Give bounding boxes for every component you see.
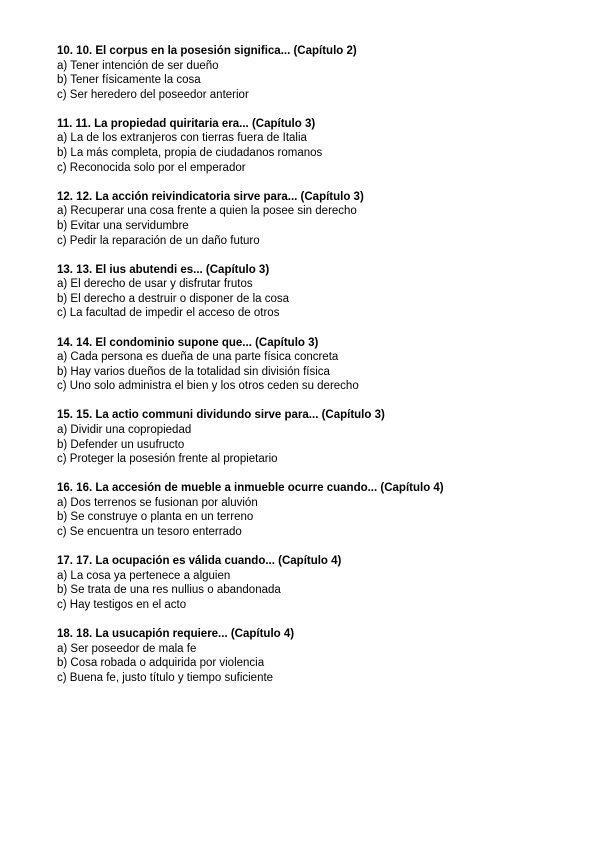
option-a: a) Recuperar una cosa frente a quien la posee sin derecho <box>57 205 357 218</box>
question-17 <box>57 554 577 612</box>
option-a: a) Tener intención de ser dueño <box>57 59 219 72</box>
option-c: c) Pedir la reparación de un daño futuro <box>57 234 260 247</box>
question-title: 17. 17. La ocupación es válida cuando... (Capítulo 4) <box>57 555 342 568</box>
option-c: c) Se encuentra un tesoro enterrado <box>57 526 242 539</box>
option-a: a) Ser poseedor de mala fe <box>57 642 197 655</box>
option-c: c) Buena fe, justo título y tiempo suficiente <box>57 671 274 684</box>
option-b: b) Se trata de una res nullius o abandonada <box>57 584 281 597</box>
option-c: c) La facultad de impedir el acceso de otros <box>57 307 280 320</box>
question-title: 16. 16. La accesión de mueble a inmueble ocurre cuando... (Capítulo 4) <box>57 482 444 495</box>
option-b: b) Hay varios dueños de la totalidad sin división física <box>57 365 330 378</box>
question-10 <box>57 44 577 102</box>
document-page <box>57 44 577 700</box>
option-a: a) El derecho de usar y disfrutar frutos <box>57 278 253 291</box>
option-b: b) Evitar una servidumbre <box>57 219 189 232</box>
option-a: a) La de los extranjeros con tierras fuera de Italia <box>57 132 307 145</box>
option-b: b) Cosa robada o adquirida por violencia <box>57 657 265 670</box>
question-16 <box>57 481 577 539</box>
question-title: 12. 12. La acción reivindicatoria sirve para... (Capítulo 3) <box>57 190 364 203</box>
option-c: c) Reconocida solo por el emperador <box>57 161 246 174</box>
option-a: a) Dos terrenos se fusionan por aluvión <box>57 496 258 509</box>
option-b: b) Defender un usufructo <box>57 438 185 451</box>
option-b: b) Se construye o planta en un terreno <box>57 511 254 524</box>
question-11 <box>57 117 577 175</box>
question-14 <box>57 336 577 394</box>
question-title: 15. 15. La actio communi dividundo sirve para... (Capítulo 3) <box>57 409 385 422</box>
option-c: c) Hay testigos en el acto <box>57 598 187 611</box>
option-c: c) Uno solo administra el bien y los otros ceden su derecho <box>57 380 359 393</box>
question-title: 13. 13. El ius abutendi es... (Capítulo 3) <box>57 263 270 276</box>
question-13 <box>57 263 577 321</box>
question-12 <box>57 190 577 248</box>
option-a: a) La cosa ya pertenece a alguien <box>57 569 231 582</box>
option-b: b) La más completa, propia de ciudadanos romanos <box>57 147 323 160</box>
question-title: 14. 14. El condominio supone que... (Capítulo 3) <box>57 336 319 349</box>
option-a: a) Dividir una copropiedad <box>57 423 192 436</box>
option-b: b) El derecho a destruir o disponer de la cosa <box>57 292 290 305</box>
question-title: 11. 11. La propiedad quiritaria era... (Capítulo 3) <box>57 117 316 130</box>
question-title: 10. 10. El corpus en la posesión significa... (Capítulo 2) <box>57 45 357 57</box>
question-title: 18. 18. La usucapión requiere... (Capítulo 4) <box>57 628 295 640</box>
question-15 <box>57 408 577 466</box>
option-a: a) Cada persona es dueña de una parte física concreta <box>57 351 339 364</box>
option-c: c) Proteger la posesión frente al propietario <box>57 453 278 466</box>
option-b: b) Tener físicamente la cosa <box>57 74 201 87</box>
question-18 <box>57 627 577 685</box>
option-c: c) Ser heredero del poseedor anterior <box>57 88 249 101</box>
